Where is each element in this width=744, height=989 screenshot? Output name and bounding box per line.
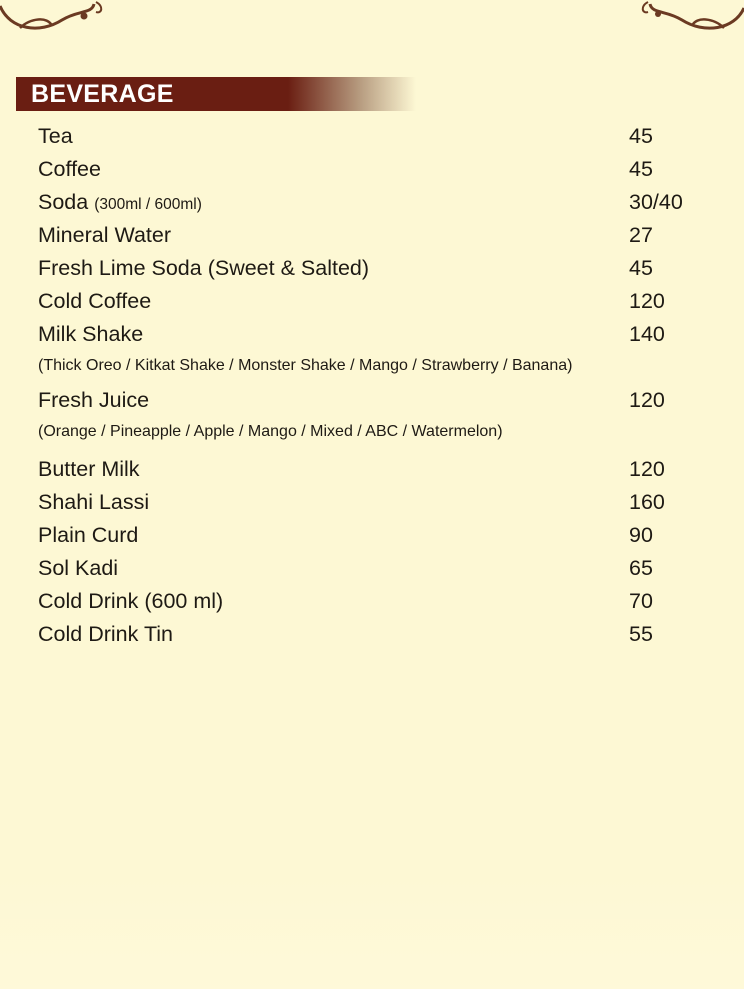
scroll-ornament-right-icon [634,0,744,34]
menu-item [38,554,698,587]
menu-item [38,587,698,620]
item-name: Sol Kadi [38,556,119,580]
item-name: Butter Milk [38,457,140,481]
item-price: 27 [629,223,653,247]
item-price: 90 [629,523,653,547]
section-title: BEVERAGE [31,80,174,108]
menu-item [38,122,698,155]
item-price: 120 [629,289,665,313]
item-name: Tea [38,124,73,148]
item-variants: (Orange / Pineapple / Apple / Mango / Mixed / ABC / Watermelon) [38,423,503,440]
item-price: 120 [629,388,665,412]
background-watermark [0,869,744,989]
item-price: 45 [629,256,653,280]
menu-item [38,287,698,320]
section-header [16,77,416,111]
item-name: Fresh Juice [38,388,150,412]
menu-item [38,620,698,653]
item-name: Fresh Lime Soda (Sweet & Salted) [38,256,370,280]
item-name: Coffee [38,157,101,181]
item-name: Cold Coffee [38,289,152,313]
item-name: Shahi Lassi [38,490,150,514]
menu-item [38,254,698,287]
item-price: 70 [629,589,653,613]
item-price: 55 [629,622,653,646]
item-name: Plain Curd [38,523,139,547]
menu-item [38,188,698,221]
item-price: 140 [629,322,665,346]
scroll-ornament-left-icon [0,0,110,34]
menu-item [38,521,698,554]
item-price: 30/40 [629,190,683,214]
item-price: 120 [629,457,665,481]
item-name: Mineral Water [38,223,172,247]
menu-item [38,155,698,188]
item-price: 45 [629,124,653,148]
menu-item [38,221,698,254]
menu-list [38,122,698,653]
item-name: Soda [38,190,89,214]
item-price: 45 [629,157,653,181]
menu-item [38,488,698,521]
item-price: 65 [629,556,653,580]
item-name: Milk Shake [38,322,144,346]
item-variants: (Thick Oreo / Kitkat Shake / Monster Shake / Mango / Strawberry / Banana) [38,357,573,374]
menu-item [38,455,698,488]
item-name: Cold Drink (600 ml) [38,589,224,613]
item-name: Cold Drink Tin [38,622,174,646]
item-price: 160 [629,490,665,514]
menu-item [38,386,698,419]
item-size-note: (300ml / 600ml) [94,196,202,213]
menu-item [38,320,698,353]
